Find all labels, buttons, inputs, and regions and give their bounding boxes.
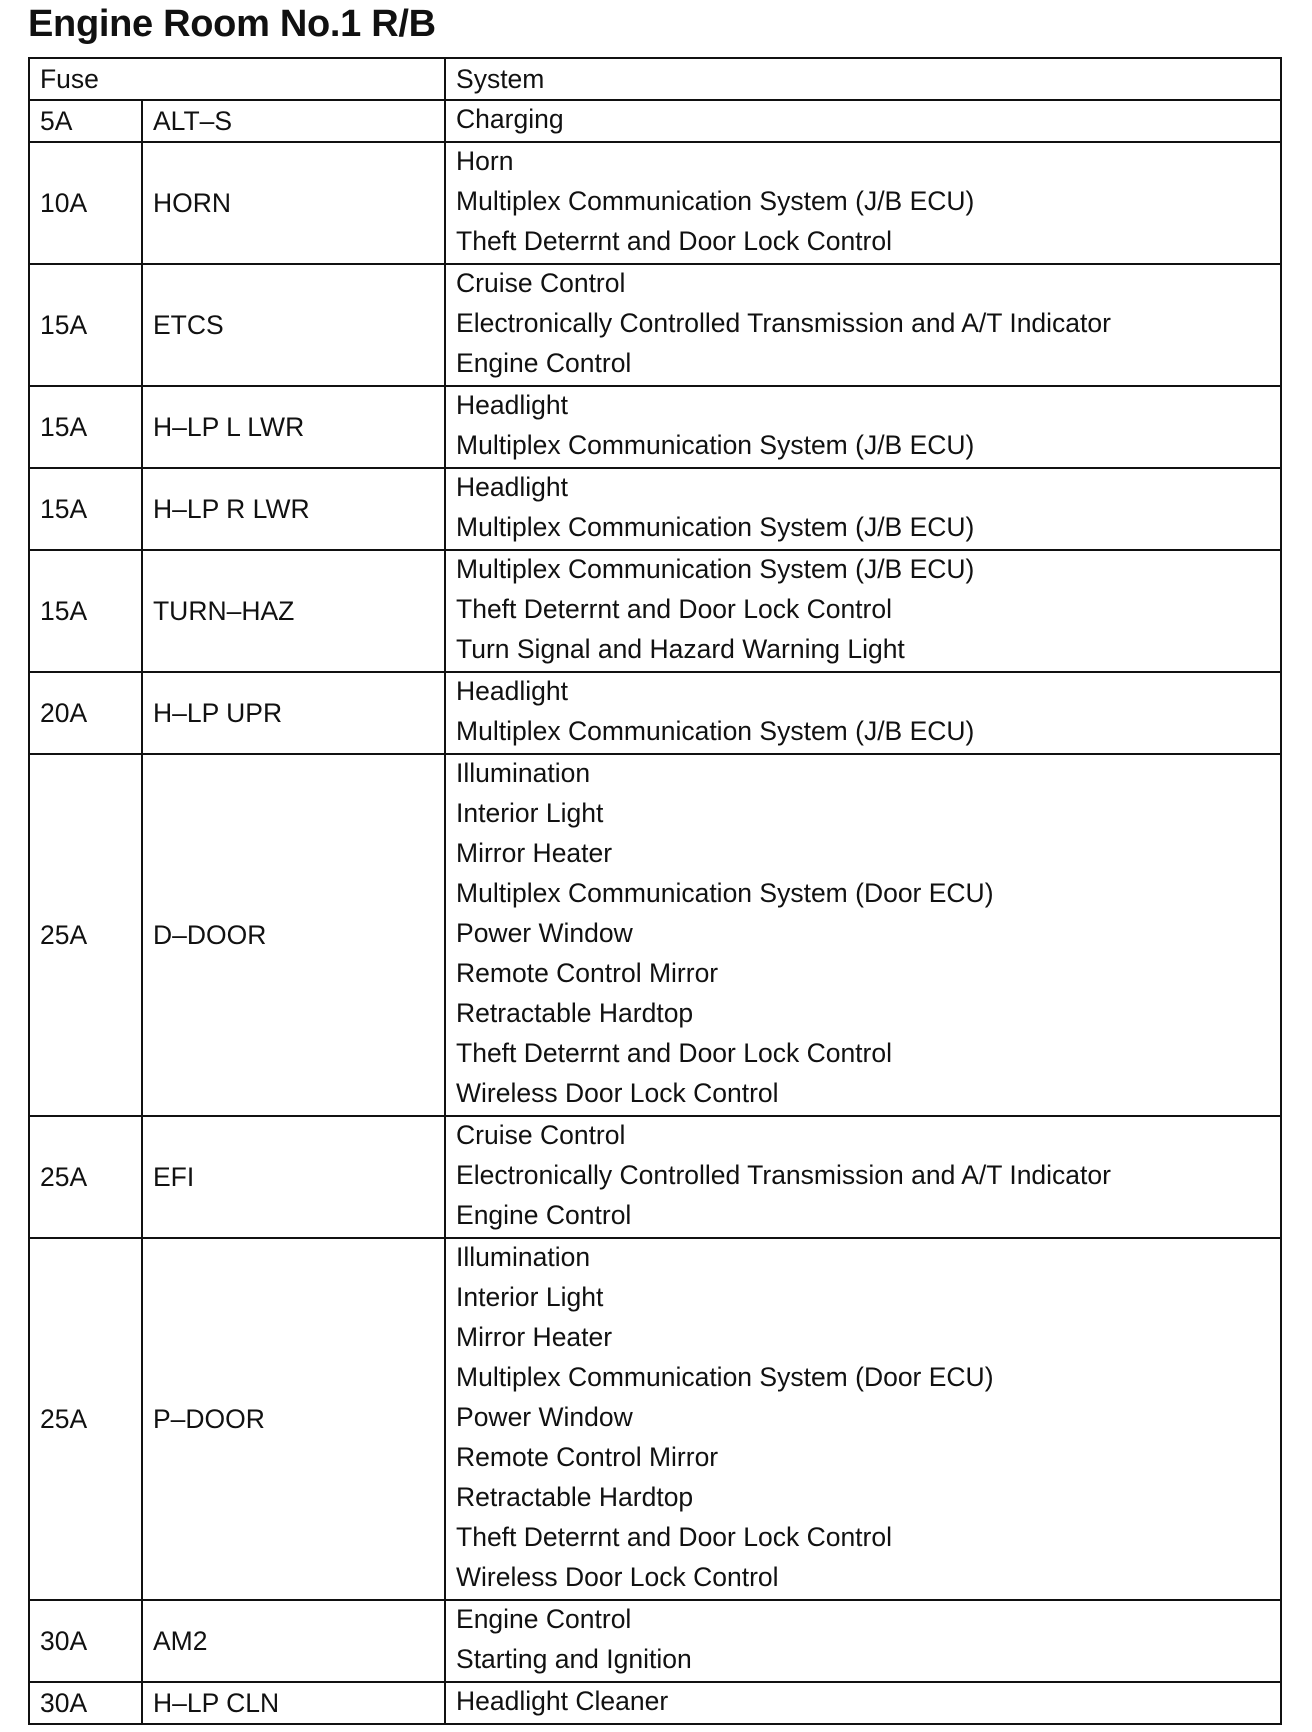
table-row bbox=[29, 550, 1281, 672]
table-row bbox=[29, 1238, 1281, 1600]
fuse-table bbox=[28, 57, 1282, 1725]
system-item: Wireless Door Lock Control bbox=[456, 1562, 779, 1592]
system-item: Theft Deterrnt and Door Lock Control bbox=[456, 1522, 892, 1552]
system-cell bbox=[445, 1600, 1281, 1682]
table-row bbox=[29, 468, 1281, 550]
system-item: Starting and Ignition bbox=[456, 1644, 692, 1674]
column-header-fuse: Fuse bbox=[29, 58, 445, 100]
fuse-name-cell: P–DOOR bbox=[142, 1238, 445, 1600]
fuse-amperage-cell: 15A bbox=[29, 550, 142, 672]
fuse-name-cell: ALT–S bbox=[142, 100, 445, 142]
system-item: Headlight bbox=[456, 676, 568, 706]
system-cell bbox=[445, 142, 1281, 264]
system-item: Multiplex Communication System (J/B ECU) bbox=[456, 186, 975, 216]
system-item: Multiplex Communication System (J/B ECU) bbox=[456, 554, 975, 584]
table-row bbox=[29, 1116, 1281, 1238]
system-item: Multiplex Communication System (Door ECU) bbox=[456, 1362, 994, 1392]
system-item: Illumination bbox=[456, 758, 591, 788]
fuse-amperage-cell: 10A bbox=[29, 142, 142, 264]
fuse-name-cell: AM2 bbox=[142, 1600, 445, 1682]
system-item: Theft Deterrnt and Door Lock Control bbox=[456, 594, 892, 624]
fuse-name-cell: D–DOOR bbox=[142, 754, 445, 1116]
table-row bbox=[29, 1600, 1281, 1682]
system-item: Electronically Controlled Transmission and A/T Indicator bbox=[456, 1160, 1111, 1190]
system-item: Headlight bbox=[456, 472, 568, 502]
system-cell bbox=[445, 1116, 1281, 1238]
system-item: Interior Light bbox=[456, 798, 604, 828]
table-row bbox=[29, 1682, 1281, 1724]
system-item: Cruise Control bbox=[456, 268, 626, 298]
system-cell bbox=[445, 468, 1281, 550]
table-row bbox=[29, 386, 1281, 468]
fuse-amperage-cell: 15A bbox=[29, 386, 142, 468]
column-header-system: System bbox=[445, 58, 1281, 100]
system-item: Retractable Hardtop bbox=[456, 998, 694, 1028]
system-item: Engine Control bbox=[456, 348, 632, 378]
system-item: Headlight bbox=[456, 390, 568, 420]
fuse-amperage-cell: 5A bbox=[29, 100, 142, 142]
system-item: Mirror Heater bbox=[456, 838, 613, 868]
system-cell bbox=[445, 1238, 1281, 1600]
system-cell bbox=[445, 264, 1281, 386]
fuse-amperage-cell: 30A bbox=[29, 1600, 142, 1682]
system-item: Wireless Door Lock Control bbox=[456, 1078, 779, 1108]
fuse-name-cell: ETCS bbox=[142, 264, 445, 386]
system-item: Cruise Control bbox=[456, 1120, 626, 1150]
system-item: Turn Signal and Hazard Warning Light bbox=[456, 634, 905, 664]
fuse-amperage-cell: 25A bbox=[29, 754, 142, 1116]
system-item: Theft Deterrnt and Door Lock Control bbox=[456, 1038, 892, 1068]
fuse-name-cell: H–LP UPR bbox=[142, 672, 445, 754]
system-item: Remote Control Mirror bbox=[456, 1442, 719, 1472]
fuse-amperage-cell: 20A bbox=[29, 672, 142, 754]
system-item: Retractable Hardtop bbox=[456, 1482, 694, 1512]
system-cell bbox=[445, 672, 1281, 754]
system-item: Illumination bbox=[456, 1242, 591, 1272]
system-item: Multiplex Communication System (Door ECU) bbox=[456, 878, 994, 908]
fuse-amperage-cell: 25A bbox=[29, 1116, 142, 1238]
system-item: Power Window bbox=[456, 918, 633, 948]
table-header-row bbox=[29, 58, 1281, 100]
fuse-amperage-cell: 30A bbox=[29, 1682, 142, 1724]
table-row bbox=[29, 142, 1281, 264]
system-cell bbox=[445, 550, 1281, 672]
fuse-table-body bbox=[29, 100, 1281, 1724]
fuse-amperage-cell: 15A bbox=[29, 264, 142, 386]
system-item: Headlight Cleaner bbox=[456, 1686, 669, 1716]
system-item: Power Window bbox=[456, 1402, 633, 1432]
system-item: Multiplex Communication System (J/B ECU) bbox=[456, 430, 975, 460]
system-item: Charging bbox=[456, 104, 564, 134]
system-cell bbox=[445, 100, 1281, 142]
system-item: Mirror Heater bbox=[456, 1322, 613, 1352]
system-item: Horn bbox=[456, 146, 514, 176]
system-item: Engine Control bbox=[456, 1604, 632, 1634]
system-item: Engine Control bbox=[456, 1200, 632, 1230]
fuse-amperage-cell: 15A bbox=[29, 468, 142, 550]
table-row bbox=[29, 672, 1281, 754]
system-item: Remote Control Mirror bbox=[456, 958, 719, 988]
system-cell bbox=[445, 386, 1281, 468]
fuse-name-cell: HORN bbox=[142, 142, 445, 264]
fuse-name-cell: H–LP CLN bbox=[142, 1682, 445, 1724]
fuse-name-cell: H–LP R LWR bbox=[142, 468, 445, 550]
table-row bbox=[29, 264, 1281, 386]
system-cell bbox=[445, 1682, 1281, 1724]
fuse-name-cell: H–LP L LWR bbox=[142, 386, 445, 468]
page-title: Engine Room No.1 R/B bbox=[28, 3, 436, 45]
system-item: Multiplex Communication System (J/B ECU) bbox=[456, 512, 975, 542]
fuse-name-cell: TURN–HAZ bbox=[142, 550, 445, 672]
fuse-name-cell: EFI bbox=[142, 1116, 445, 1238]
table-row bbox=[29, 754, 1281, 1116]
system-item: Electronically Controlled Transmission and A/T Indicator bbox=[456, 308, 1111, 338]
table-row bbox=[29, 100, 1281, 142]
system-item: Interior Light bbox=[456, 1282, 604, 1312]
system-item: Multiplex Communication System (J/B ECU) bbox=[456, 716, 975, 746]
system-item: Theft Deterrnt and Door Lock Control bbox=[456, 226, 892, 256]
fuse-amperage-cell: 25A bbox=[29, 1238, 142, 1600]
system-cell bbox=[445, 754, 1281, 1116]
